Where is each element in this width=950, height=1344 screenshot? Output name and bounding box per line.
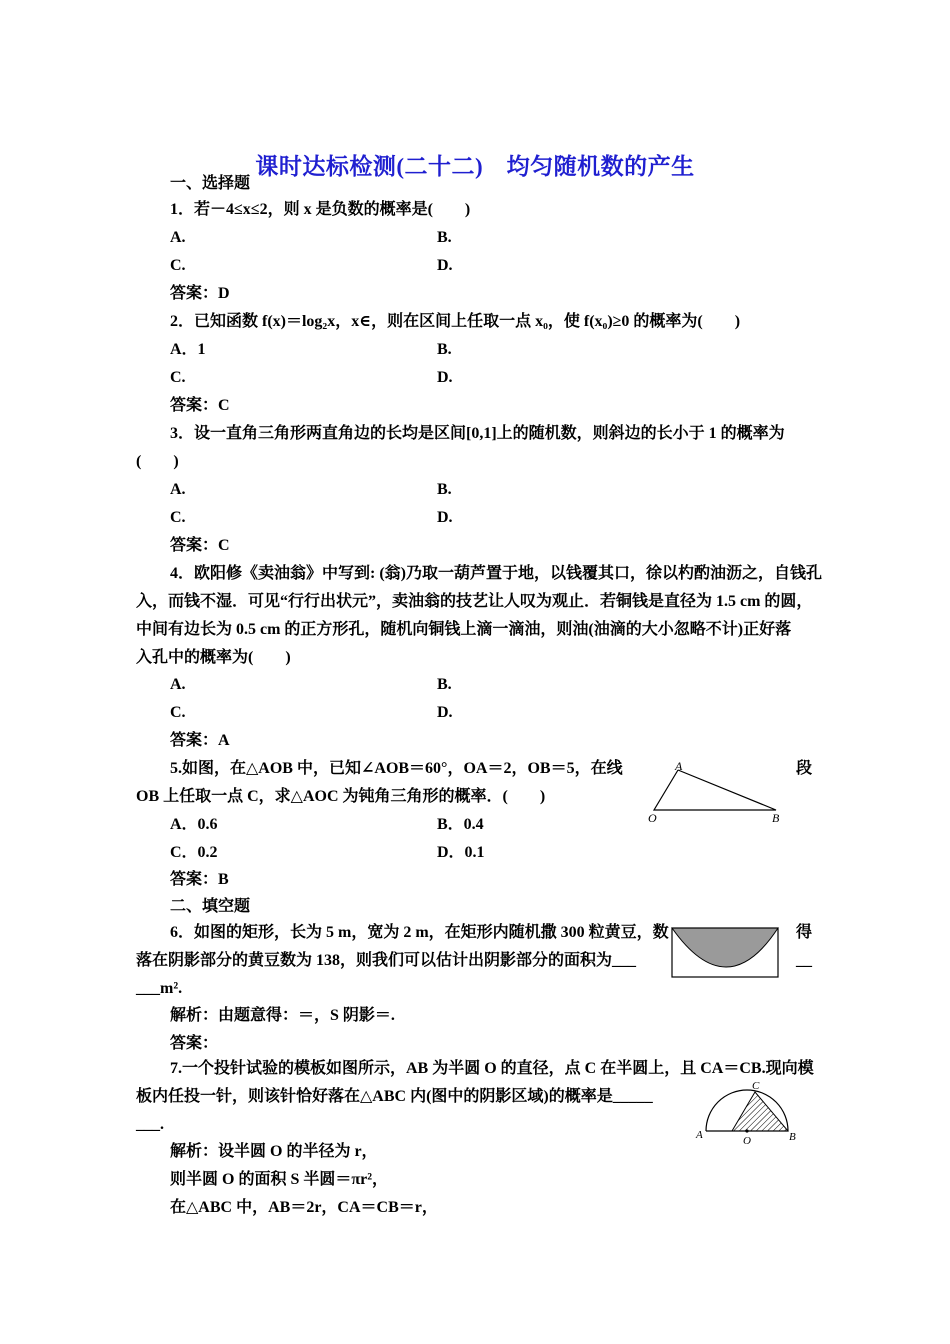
fig-label-b: B — [772, 811, 780, 825]
q5-line1-end: 段 — [796, 760, 813, 777]
fig-label-o: O — [648, 811, 657, 825]
q2-option-b: B. — [437, 341, 452, 358]
q5-option-a: A．0.6 — [170, 816, 218, 833]
q3-option-c: C. — [170, 509, 186, 526]
q4-option-b: B. — [437, 676, 452, 693]
q5-triangle-figure — [640, 758, 790, 826]
fig-label-a: A — [675, 759, 683, 773]
q3-option-d: D. — [437, 509, 453, 526]
fig-label-a: A — [696, 1129, 703, 1141]
q4-option-c: C. — [170, 704, 186, 721]
q7-line1: 7.一个投针试验的模板如图所示，AB 为半圆 O 的直径，点 C 在半圆上，且 CA＝CB.现向模 — [170, 1060, 814, 1077]
q4-line2: 入，而钱不湿．可见“行行出状元”，卖油翁的技艺让人叹为观止．若铜钱是直径为 1.5 cm 的圆， — [136, 593, 813, 610]
q5-line2: OB 上任取一点 C，求△AOC 为钝角三角形的概率．( ) — [136, 788, 546, 805]
q1-option-a: A. — [170, 229, 186, 246]
q4-line3: 中间有边长为 0.5 cm 的正方形孔，随机向铜钱上滴一滴油，则油(油滴的大小忽略不计)正好落 — [136, 621, 792, 638]
q7-analysis-line2: 则半圆 O 的面积 S 半圆＝πr²， — [170, 1171, 389, 1188]
q3-answer: 答案：C — [170, 537, 230, 554]
q6-line3: ___m². — [136, 980, 183, 997]
q5-option-b: B．0.4 — [437, 816, 484, 833]
q7-semicircle-figure — [692, 1076, 802, 1148]
shaded-region — [672, 928, 778, 967]
q2-stem: 2．已知函数 f(x)＝log₂x，x∈，则在区间上任取一点 x₀，使 f(x₀)≥0 的概率为( ) — [170, 313, 741, 330]
q5-option-c: C．0.2 — [170, 844, 218, 861]
page-title: 课时达标检测(二十二) 均匀随机数的产生 — [255, 154, 695, 179]
q3-stem-line1: 3．设一直角三角形两直角边的长均是区间[0,1]上的随机数，则斜边的长小于 1 的概率为 — [170, 425, 785, 442]
triangle-abc-shaded — [732, 1092, 788, 1131]
section-heading-fill: 二、填空题 — [170, 898, 251, 915]
q2-option-d: D. — [437, 369, 453, 386]
q6-line2-end: __ — [796, 952, 812, 969]
q4-line1: 4．欧阳修《卖油翁》中写到: (翁)乃取一葫芦置于地，以钱覆其口，徐以杓酌油沥之，自钱孔 — [170, 565, 822, 582]
q6-line1-end: 得 — [796, 924, 813, 941]
q4-line4: 入孔中的概率为( ) — [136, 649, 291, 666]
q3-stem-line2: ( ) — [136, 453, 179, 470]
q1-option-b: B. — [437, 229, 452, 246]
fig-label-o: O — [743, 1135, 751, 1147]
q6-rectangle-figure — [670, 926, 782, 980]
fig-label-b: B — [789, 1131, 796, 1143]
section-heading-choice: 一、选择题 — [170, 175, 251, 192]
q1-answer: 答案：D — [170, 285, 230, 302]
fig-label-c: C — [752, 1080, 760, 1092]
q6-line2: 落在阴影部分的黄豆数为 138，则我们可以估计出阴影部分的面积为___ — [136, 952, 637, 969]
q1-option-c: C. — [170, 257, 186, 274]
q1-stem: 1．若－4≤x≤2，则 x 是负数的概率是( ) — [170, 201, 471, 218]
q4-option-d: D. — [437, 704, 453, 721]
q6-analysis: 解析：由题意得：＝，S 阴影＝. — [170, 1007, 395, 1024]
q1-option-d: D. — [437, 257, 453, 274]
center-point-o — [745, 1129, 748, 1132]
q7-analysis-line1: 解析：设半圆 O 的半径为 r， — [170, 1143, 378, 1160]
q5-answer: 答案：B — [170, 871, 229, 888]
q6-line1: 6．如图的矩形，长为 5 m，宽为 2 m，在矩形内随机撒 300 粒黄豆，数 — [170, 924, 669, 941]
q7-analysis-line3: 在△ABC 中，AB＝2r，CA＝CB＝r， — [170, 1199, 438, 1216]
q2-option-c: C. — [170, 369, 186, 386]
q6-answer: 答案： — [170, 1035, 219, 1052]
triangle-aob — [654, 770, 776, 810]
q3-option-b: B. — [437, 481, 452, 498]
q7-line2: 板内任投一针，则该针恰好落在△ABC 内(图中的阴影区域)的概率是_____ — [136, 1088, 653, 1105]
q3-option-a: A. — [170, 481, 186, 498]
q4-option-a: A. — [170, 676, 186, 693]
q5-line1: 5.如图，在△AOB 中，已知∠AOB＝60°，OA＝2，OB＝5，在线 — [170, 760, 623, 777]
q7-line3: ___. — [136, 1116, 164, 1133]
q2-answer: 答案：C — [170, 397, 230, 414]
q5-option-d: D．0.1 — [437, 844, 485, 861]
q2-option-a: A．1 — [170, 341, 206, 358]
q4-answer: 答案：A — [170, 732, 230, 749]
